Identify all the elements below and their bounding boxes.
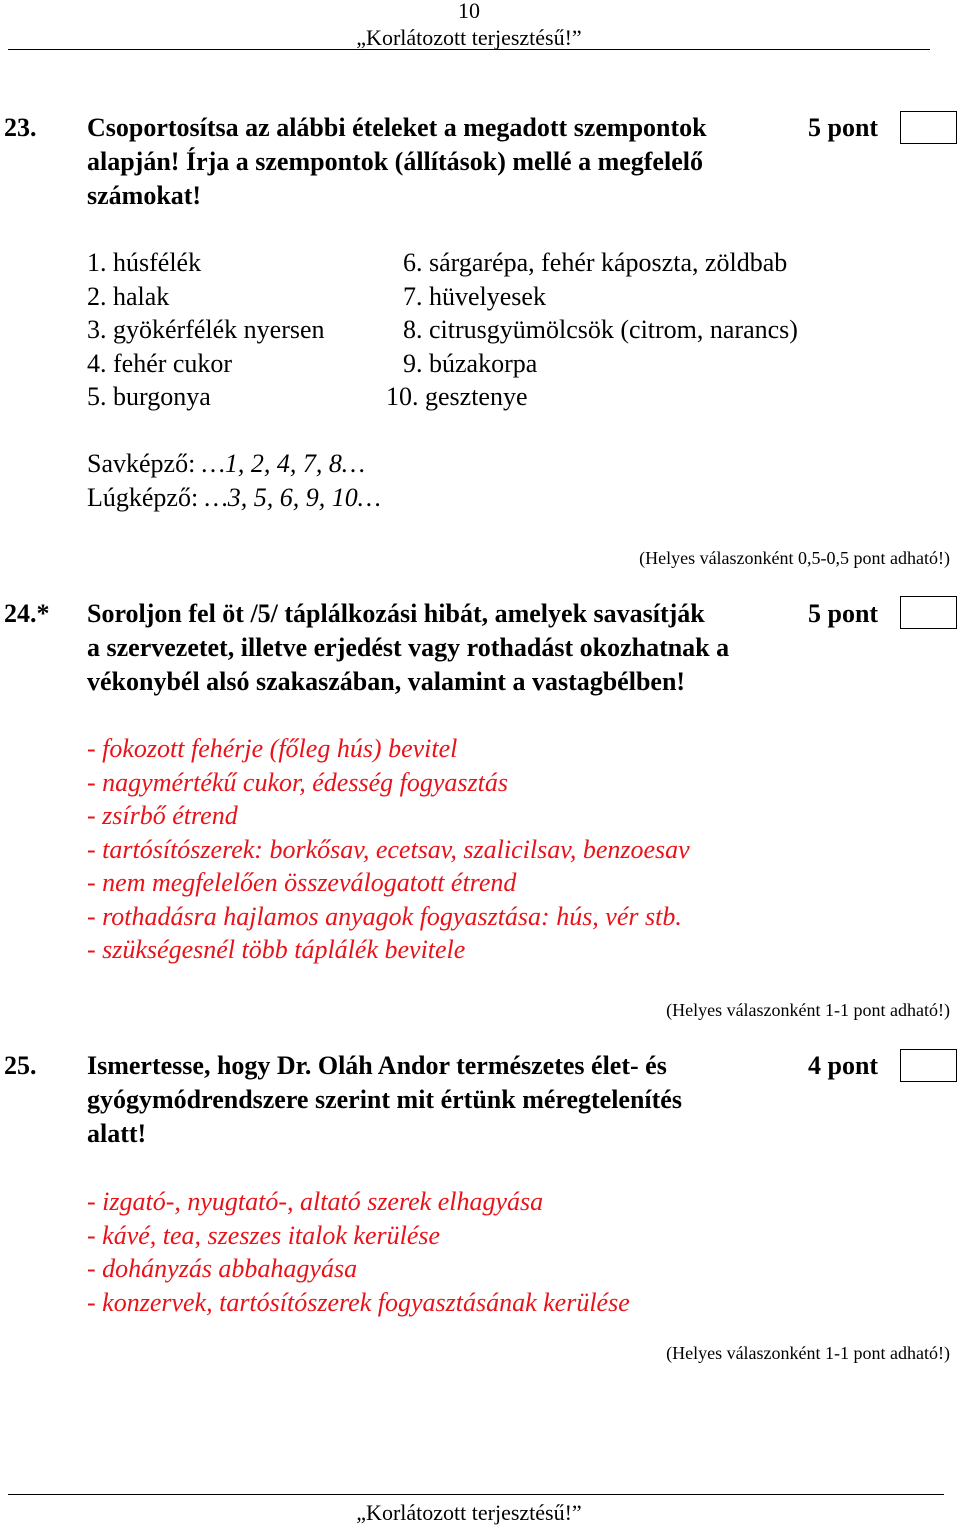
question-25-text-line: alatt!: [87, 1119, 147, 1148]
header-title: „Korlátozott terjesztésű!”: [356, 25, 582, 50]
question-23-text: [87, 111, 707, 213]
answer-line: - nagymértékű cukor, édesség fogyasztás: [87, 767, 508, 797]
answer-line: - tartósítószerek: borkősav, ecetsav, szalicilsav, benzoesav: [87, 834, 690, 864]
list-item: 9. búzakorpa: [403, 348, 538, 378]
question-24-scoring-note: (Helyes válaszonként 1-1 pont adható!): [666, 1000, 950, 1020]
question-23-items-right: [386, 246, 798, 414]
question-24-text-line: a szervezetet, illetve erjedést vagy rothadást okozhatnak a: [87, 633, 730, 662]
page-number: 10: [458, 0, 480, 23]
question-24-text-line: Soroljon fel öt /5/ táplálkozási hibát, amelyek savasítják: [87, 599, 705, 628]
answer-line: - zsírbő étrend: [87, 801, 238, 830]
answer-line: - nem megfelelően összeválogatott étrend: [87, 868, 517, 897]
question-23-groups: [87, 447, 381, 514]
answer-line: - konzervek, tartósítószerek fogyasztásának kerülése: [87, 1287, 630, 1317]
answer-line: - kávé, tea, szeszes italok kerülése: [87, 1220, 441, 1250]
list-item: 8. citrusgyümölcsök (citrom, narancs): [403, 315, 798, 344]
question-24-text-line: vékonybél alsó szakaszában, valamint a vastagbélben!: [87, 667, 686, 696]
question-23-number: 23.: [4, 113, 37, 142]
question-25-text: [87, 1049, 682, 1151]
question-23-items-left: [87, 246, 325, 414]
question-25-score-box[interactable]: [900, 1049, 957, 1082]
list-item: 5. burgonya: [87, 382, 211, 411]
question-23-text-line: alapján! Írja a szempontok (állítások) mellé a megfelelő: [87, 147, 703, 176]
answer-line: - dohányzás abbahagyása: [87, 1254, 358, 1283]
question-25-text-line: gyógymódrendszere szerint mit értünk méregtelenítés: [87, 1085, 682, 1114]
question-number: 24.: [4, 599, 37, 628]
question-24-points: 5 pont: [808, 599, 879, 628]
list-item: 7. hüvelyesek: [403, 281, 546, 311]
list-item: 10. gesztenye: [386, 382, 528, 411]
answer-line: - fokozott fehérje (főleg hús) bevitel: [87, 734, 458, 763]
group-value: …1, 2, 4, 7, 8…: [201, 449, 366, 478]
question-24-score-box[interactable]: [900, 596, 957, 629]
answer-line: - rothadásra hajlamos anyagok fogyasztása: hús, vér stb.: [87, 901, 682, 931]
group-lugkepzo: [87, 481, 381, 515]
group-label: Lúgképző:: [87, 482, 205, 512]
question-23-text-line: számokat!: [87, 181, 202, 210]
list-item: 3. gyökérfélék nyersen: [87, 315, 325, 344]
question-25-scoring-note: (Helyes válaszonként 1-1 pont adható!): [666, 1343, 950, 1363]
question-23-points: 5 pont: [808, 113, 879, 142]
question-24-answers: [87, 732, 690, 967]
group-label: Savképző:: [87, 449, 202, 478]
question-25-text-line: Ismertesse, hogy Dr. Oláh Andor természetes élet- és: [87, 1051, 667, 1080]
question-25-answers: [87, 1185, 630, 1319]
question-asterisk: *: [36, 599, 50, 628]
question-24-number: [4, 599, 50, 629]
question-23-scoring-note: (Helyes válaszonként 0,5-0,5 pont adható!): [639, 548, 950, 568]
group-value: …3, 5, 6, 9, 10…: [204, 482, 381, 512]
question-25-points: 4 pont: [808, 1051, 879, 1080]
answer-line: - szükségesnél több táplálék bevitele: [87, 935, 466, 964]
footer-title: „Korlátozott terjesztésű!”: [356, 1500, 582, 1525]
list-item: 4. fehér cukor: [87, 348, 233, 378]
header-rule: [8, 49, 930, 50]
footer-rule: [8, 1494, 944, 1495]
question-23-score-box[interactable]: [900, 111, 957, 144]
list-item: 1. húsfélék: [87, 248, 202, 277]
list-item: 6. sárgarépa, fehér káposzta, zöldbab: [403, 248, 788, 277]
list-item: 2. halak: [87, 281, 170, 311]
group-savkepzo: [87, 447, 381, 481]
answer-line: - izgató-, nyugtató-, altató szerek elhagyása: [87, 1187, 544, 1216]
question-25-number: 25.: [4, 1051, 37, 1080]
question-24-text: [87, 597, 729, 699]
question-23-text-line: Csoportosítsa az alábbi ételeket a megadott szempontok: [87, 113, 707, 142]
